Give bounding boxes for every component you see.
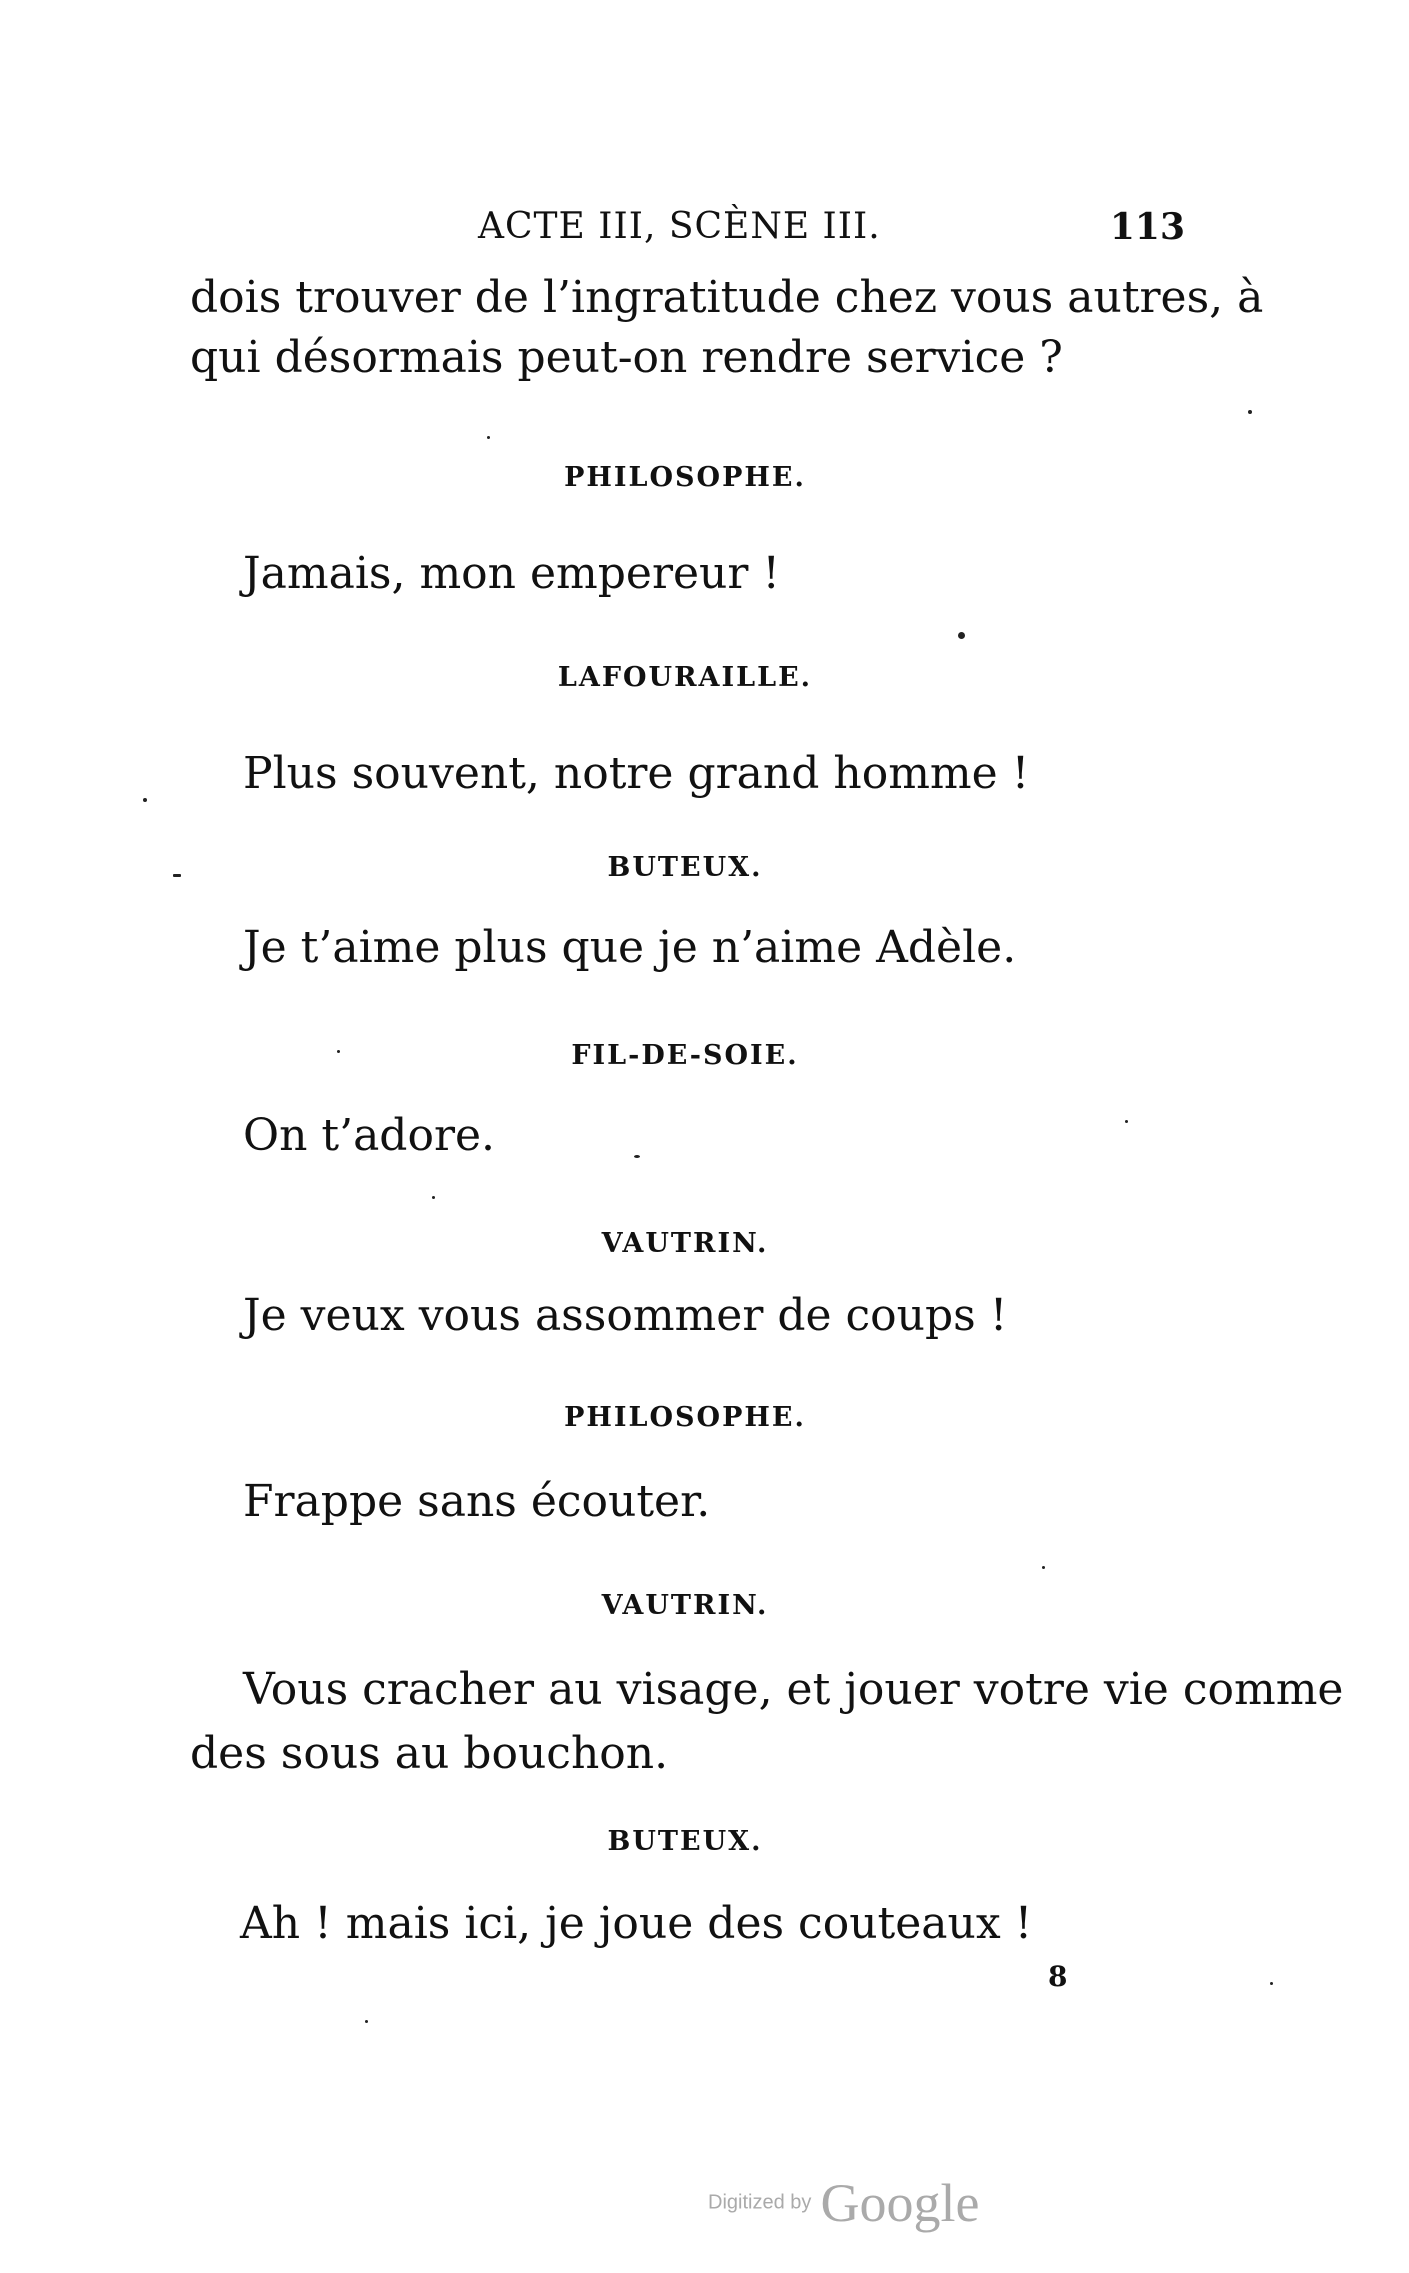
speech-line: On t’adore. — [243, 1110, 496, 1161]
page-number: 113 — [1109, 206, 1185, 248]
speaker-name: VAUTRIN. — [601, 1590, 769, 1621]
watermark-prefix: Digitized by — [708, 2191, 812, 2214]
speech-line: Je veux vous assommer de coups ! — [243, 1290, 1008, 1341]
speaker-name: BUTEUX. — [607, 852, 763, 883]
print-speck — [487, 436, 490, 439]
print-speck — [365, 2020, 368, 2023]
speech-line: Vous cracher au visage, et jouer votre vie comme — [243, 1664, 1344, 1715]
running-head: ACTE III, SCÈNE III. — [478, 206, 881, 247]
speaker-name: LAFOURAILLE. — [557, 662, 813, 693]
continuation-line-2: qui désormais peut-on rendre service ? — [190, 332, 1063, 383]
print-speck — [958, 632, 965, 639]
print-speck — [337, 1050, 340, 1053]
print-speck — [1270, 1982, 1273, 1985]
speech-line: Jamais, mon empereur ! — [243, 548, 781, 599]
speech-line: Plus souvent, notre grand homme ! — [243, 748, 1030, 799]
signature-mark: 8 — [1048, 1960, 1068, 1993]
watermark-brand: Google — [820, 2173, 980, 2233]
speaker-name: FIL-DE-SOIE. — [571, 1040, 799, 1071]
print-speck — [432, 1196, 435, 1199]
print-speck — [1042, 1566, 1045, 1569]
speech-line: Ah ! mais ici, je joue des couteaux ! — [240, 1898, 1033, 1949]
speech-line: Frappe sans écouter. — [243, 1476, 711, 1527]
print-speck — [634, 1155, 640, 1158]
continuation-line-1: dois trouver de l’ingratitude chez vous autres, à — [190, 272, 1264, 323]
print-speck — [143, 798, 147, 802]
speech-line: Je t’aime plus que je n’aime Adèle. — [243, 922, 1017, 973]
speaker-name: PHILOSOPHE. — [564, 462, 806, 493]
speaker-name: BUTEUX. — [607, 1826, 763, 1857]
speech-line-continued: des sous au bouchon. — [190, 1728, 669, 1779]
print-speck — [1248, 410, 1252, 414]
speaker-name: PHILOSOPHE. — [564, 1402, 806, 1433]
print-speck — [173, 874, 181, 877]
print-speck — [1125, 1120, 1128, 1123]
speaker-name: VAUTRIN. — [601, 1228, 769, 1259]
page-header — [190, 206, 1185, 256]
digitization-watermark — [708, 2172, 979, 2234]
